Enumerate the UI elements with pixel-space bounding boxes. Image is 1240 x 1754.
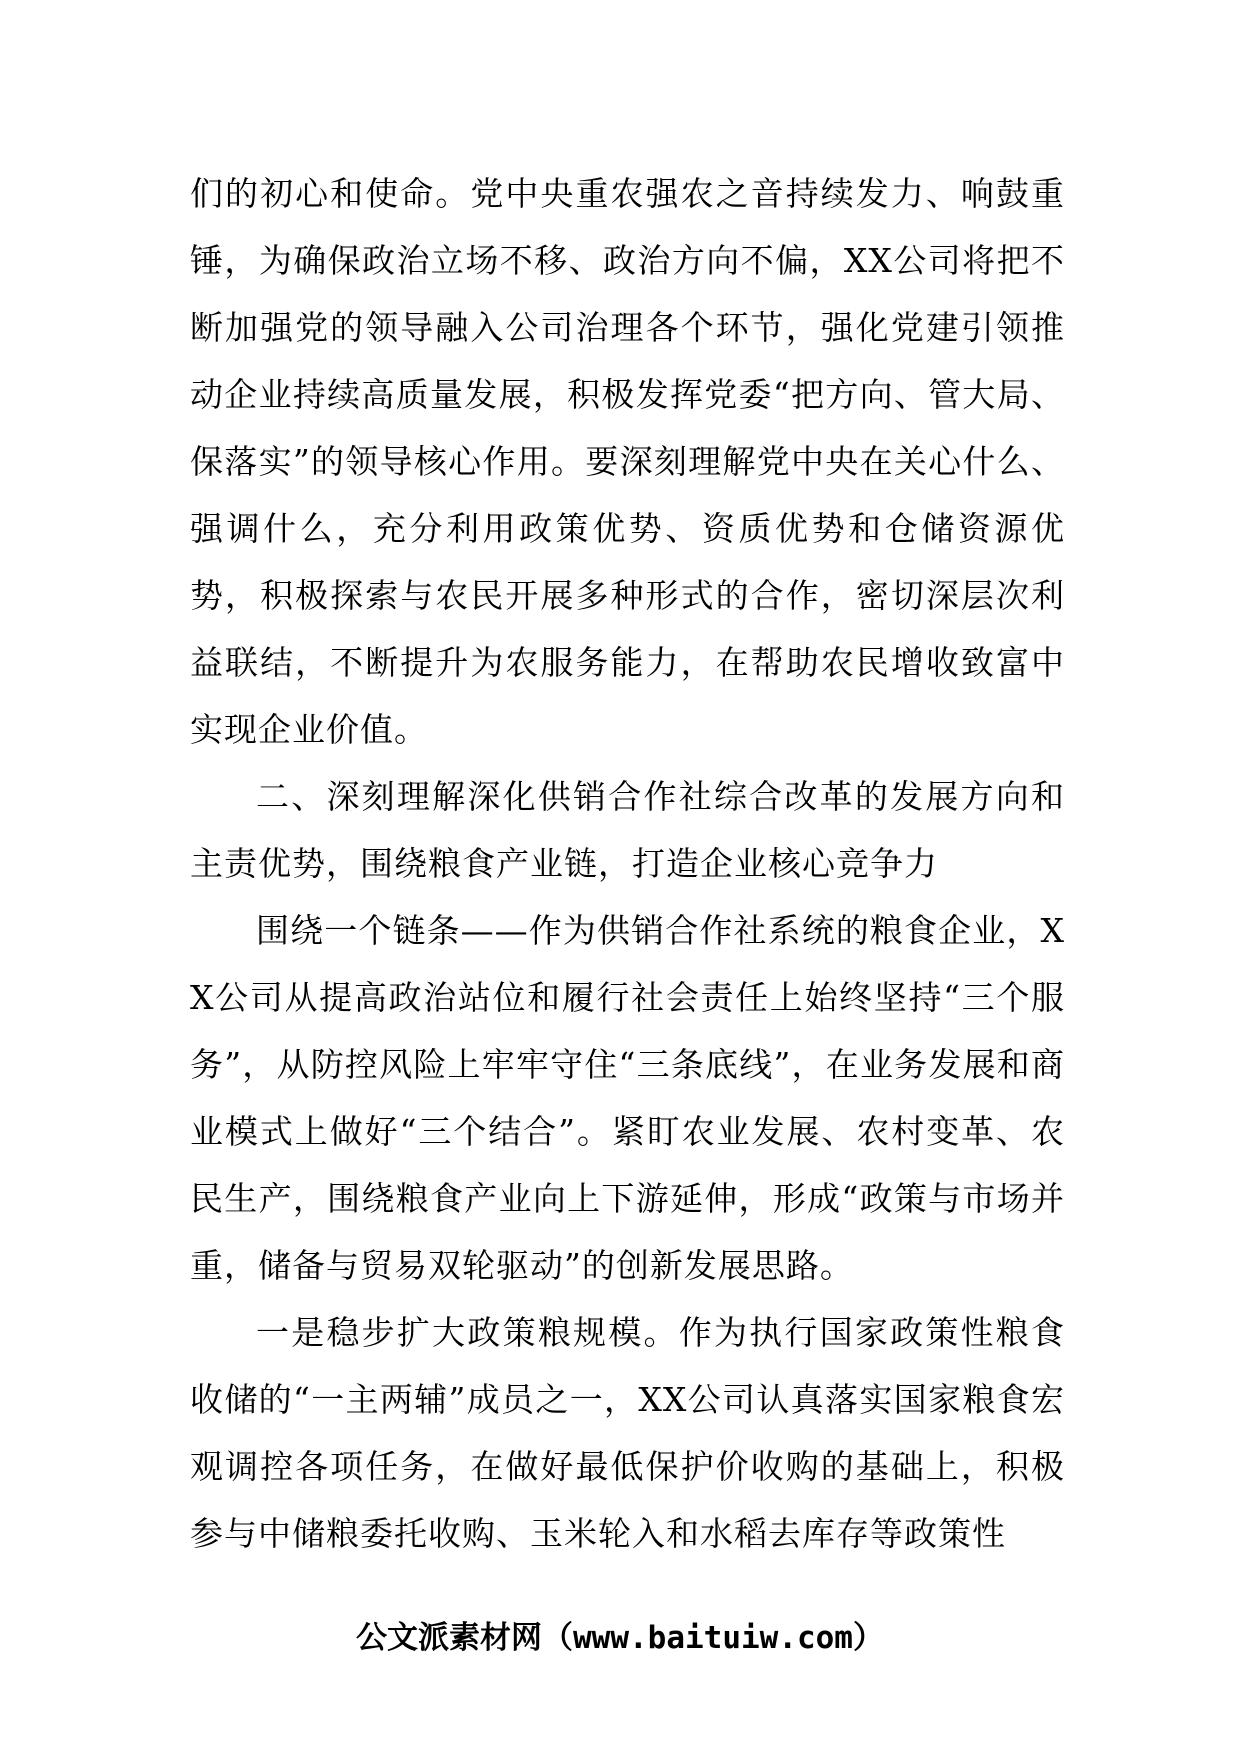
footer-watermark: 公文派素材网（www.baituiw.com） xyxy=(356,1620,884,1656)
paragraph-heading-two: 二、深刻理解深化供销合作社综合改革的发展方向和主责优势，围绕粮食产业链，打造企业核心竞争力 xyxy=(190,777,1065,883)
document-body xyxy=(190,160,1065,1567)
paragraph-one-chain: 围绕一个链条——作为供销合作社系统的粮食企业，XX公司从提高政治站位和履行社会责任上始终坚持“三个服务”，从防控风险上牢牢守住“三条底线”，在业务发展和商业模式上做好“三个结合”。紧盯农业发展、农村变革、农民生产，围绕粮食产业向上下游延伸，形成“政策与市场并重，储备与贸易双轮驱动”的创新发展思路。 xyxy=(190,911,1065,1285)
paragraph-continuation: 们的初心和使命。党中央重农强农之音持续发力、响鼓重锤，为确保政治立场不移、政治方向不偏，XX公司将把不断加强党的领导融入公司治理各个环节，强化党建引领推动企业持续高质量发展，积极发挥党委“把方向、管大局、保落实”的领导核心作用。要深刻理解党中央在关心什么、强调什么，充分利用政策优势、资质优势和仓储资源优势，积极探索与农民开展多种形式的合作，密切深层次利益联结，不断提升为农服务能力，在帮助农民增收致富中实现企业价值。 xyxy=(190,174,1065,749)
paragraph-policy-grain: 一是稳步扩大政策粮规模。作为执行国家政策性粮食收储的“一主两辅”成员之一，XX公司认真落实国家粮食宏观调控各项任务，在做好最低保护价收购的基础上，积极参与中储粮委托收购、玉米轮入和水稻去库存等政策性 xyxy=(190,1313,1065,1553)
